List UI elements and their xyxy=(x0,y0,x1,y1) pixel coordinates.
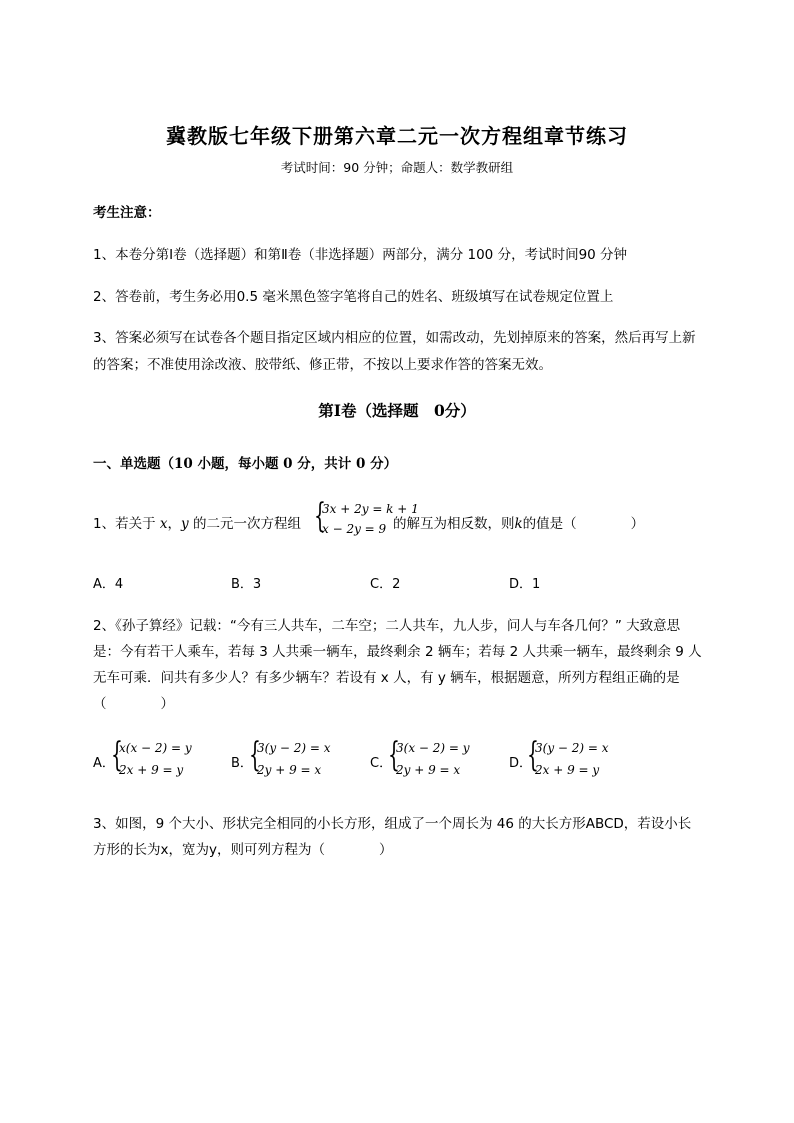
brace-icon: { xyxy=(249,735,261,775)
q2-option-a-label: A． xyxy=(93,756,115,771)
question-2-line-4: （ ） xyxy=(93,696,174,712)
note-2: 2、答卷前，考生务必用0.5 毫米黑色签字笔将自己的姓名、班级填写在试卷规定位置上 xyxy=(93,289,614,305)
part-heading: 一、单选题（10 小题，每小题 0 分，共计 0 分） xyxy=(93,456,398,472)
q2-option-a-system: { x(x − 2) = y 2x + 9 = y xyxy=(111,735,192,777)
brace-icon: { xyxy=(527,735,539,775)
q1-equation-system: { 3x + 2y = k + 1 x − 2y = 9 xyxy=(314,496,419,536)
note-1: 1、本卷分第Ⅰ卷（选择题）和第Ⅱ卷（非选择题）两部分，满分 100 分，考试时间90 分钟 xyxy=(93,247,628,263)
q2-option-b-label: B． xyxy=(231,756,253,771)
q1-option-a: A．4 xyxy=(93,577,124,592)
question-2-line-2: 是：今有若干人乘车，若每 3 人共乘一辆车，最终剩余 2 辆车；若每 2 人共乘一辆车，最终剩余 9 人 xyxy=(93,644,702,660)
section-title: 第Ⅰ卷（选择题 0分） xyxy=(318,401,476,420)
brace-icon: { xyxy=(111,735,123,775)
question-2-line-1: 2、《孙子算经》记载：“今有三人共车，二车空；二人共车，九人步，问人与车各几何？” 大致意思 xyxy=(93,618,681,634)
q2-option-c-system: { 3(x − 2) = y 2y + 9 = x xyxy=(388,735,470,777)
q1-option-d: D．1 xyxy=(509,577,541,592)
q2-option-b-system: { 3(y − 2) = x 2y + 9 = x xyxy=(249,735,331,777)
exam-info: 考试时间：90 分钟；命题人：数学教研组 xyxy=(280,160,514,175)
q2-option-c-label: C． xyxy=(370,756,393,771)
brace-icon: { xyxy=(314,496,326,536)
question-1: 1、若关于 x，y 的二元一次方程组 的解互为相反数，则k的值是（ ） xyxy=(93,516,645,532)
q2-option-d-label: D． xyxy=(509,756,533,771)
q2-option-d-system: { 3(y − 2) = x 2x + 9 = y xyxy=(527,735,609,777)
question-3-line-1: 3、如图，9 个大小、形状完全相同的小长方形，组成了一个周长为 46 的大长方形ABCD，若设小长 xyxy=(93,816,692,832)
page-title: 冀教版七年级下册第六章二元一次方程组章节练习 xyxy=(166,124,628,148)
brace-icon: { xyxy=(388,735,400,775)
note-3: 3、答案必须写在试卷各个题目指定区域内相应的位置，如需改动，先划掉原来的答案，然后再写上新 xyxy=(93,330,696,346)
question-3-line-2: 方形的长为x，宽为y，则可列方程为（ ） xyxy=(93,842,393,858)
notes-heading: 考生注意： xyxy=(93,205,161,221)
q1-option-b: B．3 xyxy=(231,577,262,592)
note-3-cont: 的答案；不准使用涂改液、胶带纸、修正带，不按以上要求作答的答案无效。 xyxy=(93,357,552,373)
q1-option-c: C．2 xyxy=(370,577,401,592)
question-2-line-3: 无车可乘．问共有多少人？有多少辆车？若设有 x 人，有 y 辆车，根据题意，所列方程组正确的是 xyxy=(93,670,680,686)
